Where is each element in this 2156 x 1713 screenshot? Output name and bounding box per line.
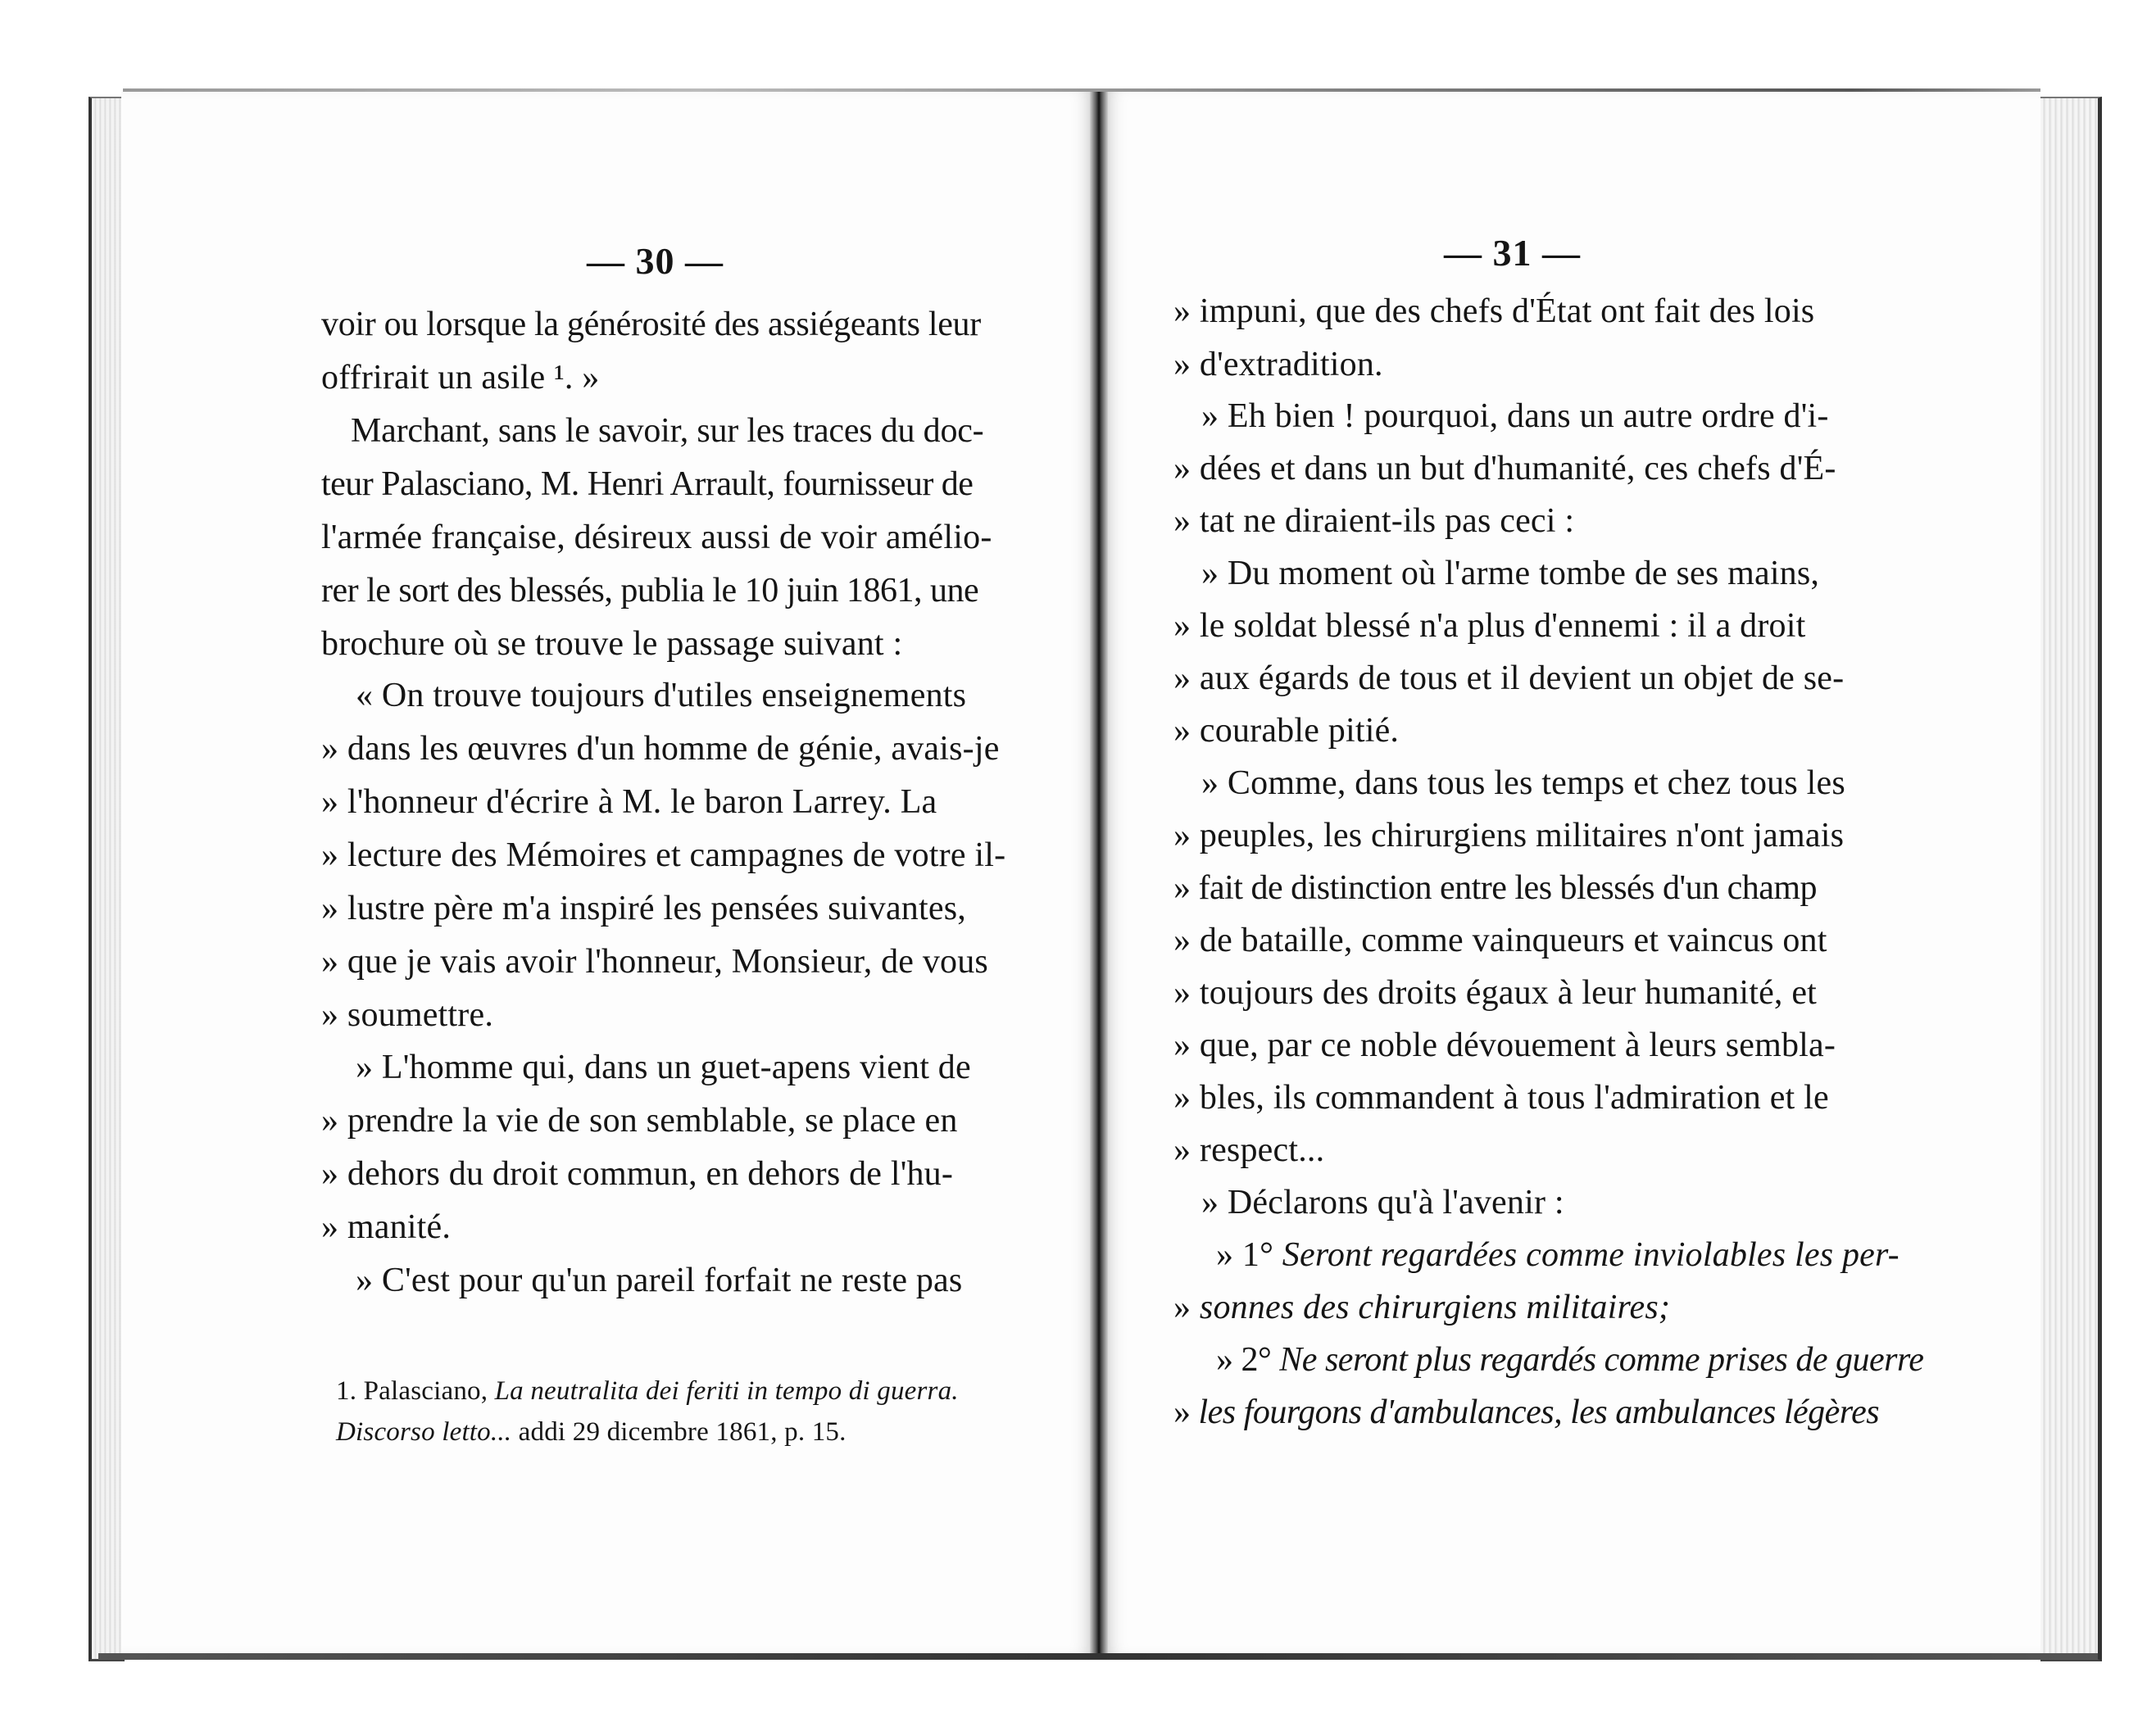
italic-line — [1216, 1340, 1923, 1380]
line-prefix: » — [1173, 1289, 1200, 1326]
text-line: » aux égards de tous et il devient un objet de se- — [1173, 659, 1845, 697]
text-line: » l'honneur d'écrire à M. le baron Larrey. La — [321, 783, 937, 821]
text-line: » d'extradition. — [1173, 346, 1383, 383]
text-line: » C'est pour qu'un pareil forfait ne reste pas — [356, 1262, 963, 1299]
line-text: les fourgons d'ambulances, les ambulances légères — [1198, 1394, 1880, 1431]
text-line: l'armée française, désireux aussi de voir amélio- — [321, 519, 992, 556]
text-line: rer le sort des blessés, publia le 10 juin 1861, une — [321, 572, 979, 610]
italic-line — [1173, 1288, 1670, 1327]
text-line: voir ou lorsque la générosité des assiégeants leur — [321, 306, 981, 343]
book-spine — [1090, 92, 1108, 1653]
page-number-31: — 31 — — [1444, 232, 1581, 274]
text-line: » Du moment où l'arme tombe de ses mains, — [1201, 555, 1820, 592]
italic-line — [1173, 1393, 1879, 1432]
line-prefix: » 1° — [1216, 1236, 1282, 1274]
text-line: » fait de distinction entre les blessés d'un champ — [1173, 869, 1818, 907]
text-line: » respect... — [1173, 1131, 1325, 1169]
footnote-prefix: 1. Palasciano, — [336, 1376, 495, 1406]
footnote-line-1 — [336, 1376, 959, 1407]
text-line: » le soldat blessé n'a plus d'ennemi : il a droit — [1173, 607, 1806, 645]
text-line: » tat ne diraient-ils pas ceci : — [1173, 502, 1575, 540]
text-line: » L'homme qui, dans un guet-apens vient de — [356, 1049, 971, 1086]
line-prefix: » 2° — [1216, 1341, 1280, 1379]
text-line: » dées et dans un but d'humanité, ces chefs d'É- — [1173, 450, 1836, 487]
text-line: » prendre la vie de son semblable, se place en — [321, 1102, 958, 1140]
text-line: » dans les œuvres d'un homme de génie, avais-je — [321, 730, 1000, 768]
text-line: » toujours des droits égaux à leur humanité, et — [1173, 974, 1818, 1012]
text-line: » dehors du droit commun, en dehors de l'hu- — [321, 1155, 954, 1193]
text-line: » soumettre. — [321, 996, 494, 1034]
text-line: brochure où se trouve le passage suivant : — [321, 625, 903, 663]
text-line: » bles, ils commandent à tous l'admiration et le — [1173, 1079, 1829, 1117]
footnote-title: La neutralita dei feriti in tempo di guerra. — [494, 1376, 959, 1406]
footnote-line-2 — [336, 1417, 847, 1448]
text-line: » Déclarons qu'à l'avenir : — [1201, 1184, 1564, 1221]
text-line: » que je vais avoir l'honneur, Monsieur, de vous — [321, 943, 988, 981]
text-line: » Comme, dans tous les temps et chez tous les — [1201, 764, 1845, 802]
page-number-30: — 30 — — [587, 240, 724, 282]
line-prefix: » — [1173, 1394, 1199, 1431]
footnote-suffix: addi 29 dicembre 1861, p. 15. — [511, 1417, 847, 1447]
line-text: Seront regardées comme inviolables les per- — [1282, 1236, 1900, 1274]
bottom-edge — [98, 1653, 2098, 1660]
text-line: offrirait un asile ¹. » — [321, 359, 600, 397]
line-text: sonnes des chirurgiens militaires; — [1199, 1289, 1671, 1326]
text-line: » impuni, que des chefs d'État ont fait des lois — [1173, 292, 1815, 330]
text-line: » lustre père m'a inspiré les pensées suivantes, — [321, 890, 966, 927]
footnote-subtitle: Discorso letto... — [336, 1417, 512, 1447]
text-line: » de bataille, comme vainqueurs et vaincus ont — [1173, 922, 1827, 959]
text-line: » que, par ce noble dévouement à leurs sembla- — [1173, 1026, 1836, 1064]
text-line: » Eh bien ! pourquoi, dans un autre ordre d'i- — [1201, 397, 1829, 435]
text-line: teur Palasciano, M. Henri Arrault, fournisseur de — [321, 465, 974, 503]
text-line: » peuples, les chirurgiens militaires n'ont jamais — [1173, 817, 1845, 854]
italic-line — [1216, 1235, 1900, 1275]
text-line: Marchant, sans le savoir, sur les traces du doc- — [351, 412, 984, 450]
line-text: Ne seront plus regardés comme prises de guerre — [1279, 1341, 1924, 1379]
right-page-stack — [2040, 97, 2102, 1661]
text-line: » lecture des Mémoires et campagnes de votre il- — [321, 836, 1006, 874]
text-line: » courable pitié. — [1173, 712, 1400, 750]
left-page-stack — [89, 97, 125, 1661]
text-line: » manité. — [321, 1208, 452, 1246]
text-line: « On trouve toujours d'utiles enseignements — [356, 677, 967, 714]
